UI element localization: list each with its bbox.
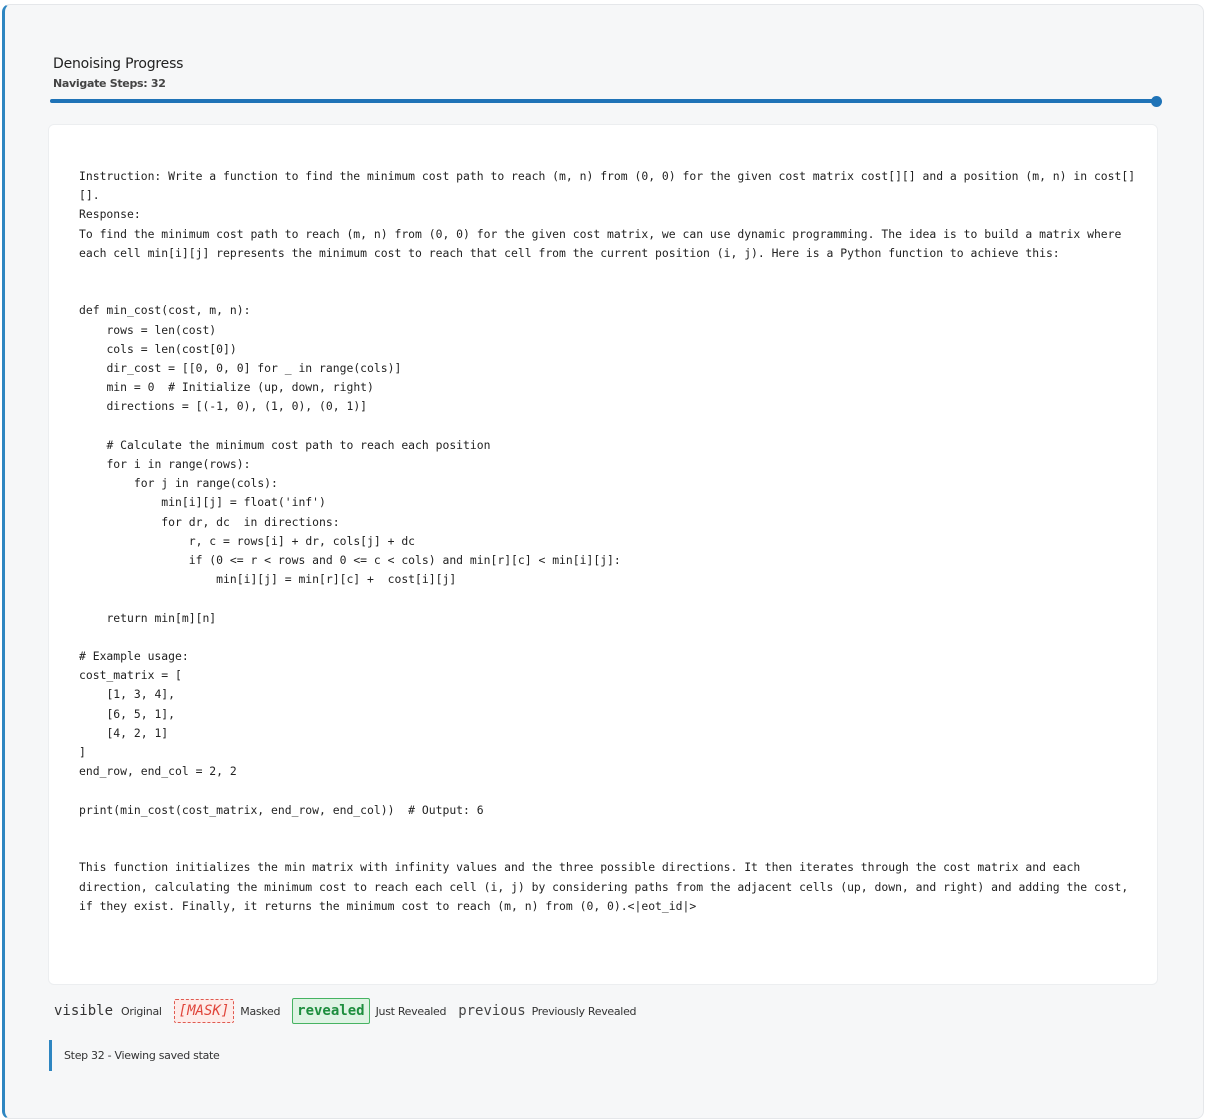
legend-revealed-token: revealed <box>292 998 369 1024</box>
step-slider[interactable] <box>50 96 1158 106</box>
legend-previously-revealed <box>458 1001 636 1021</box>
legend-masked-label: Masked <box>240 1004 281 1018</box>
status-message <box>49 1040 452 1071</box>
legend-previous-token: previous <box>458 1003 526 1019</box>
legend-masked <box>174 999 280 1023</box>
legend-just-revealed <box>292 998 446 1024</box>
legend-revealed-label: Just Revealed <box>375 1004 447 1018</box>
step-navigation-label: Navigate Steps: 32 <box>53 77 166 90</box>
status-text: Step 32 - Viewing saved state <box>64 1049 220 1062</box>
slider-fill <box>50 99 1158 103</box>
legend-masked-token: [MASK] <box>174 999 235 1023</box>
legend-original-label: Original <box>121 1004 162 1018</box>
output-text-box <box>48 124 1158 985</box>
generated-text: Instruction: Write a function to find the minimum cost path to reach (m, n) from (0, 0) for the given cost matrix cost[][] and a position (m, n) in cost[][]. Response: To find the minimum cost path to reach (m, n) from (0, 0) for the given cost matrix, we can use dynamic programming. The idea is to build a matrix where each cell min[i][j] represents the minimum cost to reach that cell from the current position (i, j). Here is a Python function to achieve this: def min_cost(cost, m, n): rows = len(cost) cols = len(cost[0]) dir_cost = [[0, 0, 0] for _ in range(cols)] min = 0 # Initialize (up, down, right) directions = [(-1, 0), (1, 0), (0, 1)] # Calculate the minimum cost path to reach each position for i in range(rows): for j in range(cols): min[i][j] = float('inf') for dr, dc in directions: r, c = rows[i] + dr, cols[j] + dc if (0 <= r < rows and 0 <= c < cols) and min[r][c] < min[i][j]: min[i][j] = min[r][c] + cost[i][j] return min[m][n] # Example usage: cost_matrix = [ [1, 3, 4], [6, 5, 1], [4, 2, 1] ] end_row, end_col = 2, 2 print(min_cost(cost_matrix, end_row, end_col)) # Output: 6 This function initializes the min matrix with infinity values and the three possible directions. It then iterates through the cost matrix and each direction, calculating the minimum cost to reach each cell (i, j) by considering paths from the adjacent cells (up, down, and right) and adding the cost, if they exist. Finally, it returns the minimum cost to reach (m, n) from (0, 0).<|eot_id|> <box>79 169 1136 913</box>
panel-title: Denoising Progress <box>53 56 184 72</box>
legend-original <box>52 1001 162 1021</box>
slider-thumb[interactable] <box>1151 96 1162 107</box>
token-legend <box>52 998 648 1024</box>
legend-previous-label: Previously Revealed <box>531 1004 637 1018</box>
legend-original-token: visible <box>54 1003 114 1019</box>
